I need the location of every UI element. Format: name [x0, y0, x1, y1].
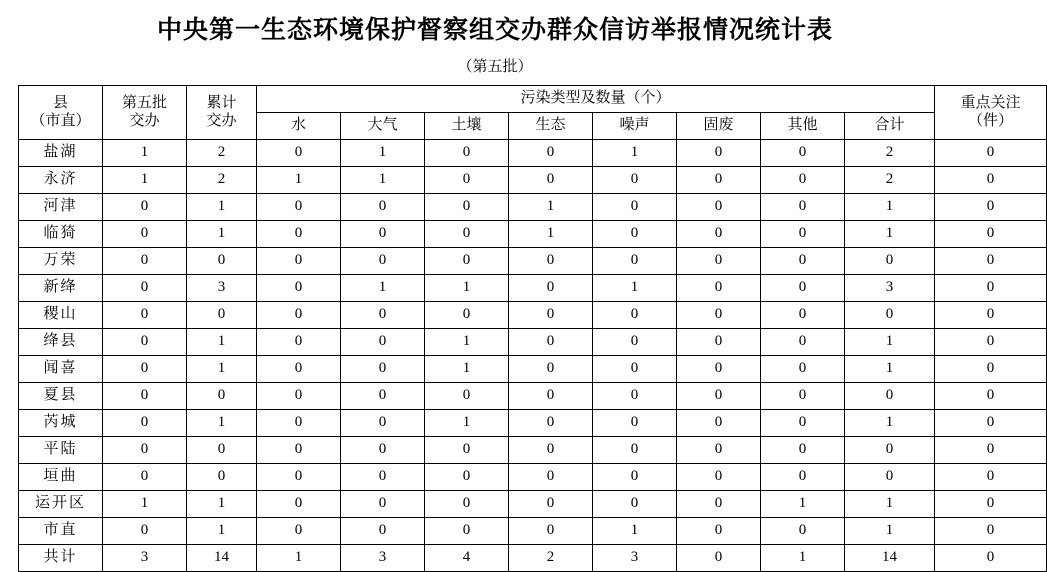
- cell-other: 0: [761, 356, 845, 383]
- cell-cumulative: 1: [187, 329, 257, 356]
- cell-county: 盐湖: [19, 140, 103, 167]
- cell-batch: 0: [103, 437, 187, 464]
- cell-focus: 0: [935, 356, 1047, 383]
- cell-water: 0: [257, 302, 341, 329]
- cell-air: 0: [341, 383, 425, 410]
- cell-water: 0: [257, 383, 341, 410]
- cell-batch: 0: [103, 329, 187, 356]
- cell-sum: 2: [845, 140, 935, 167]
- header-batch-line1: 第五批: [121, 95, 167, 112]
- header-county-line2: （市直）: [30, 112, 91, 129]
- cell-batch: 0: [103, 356, 187, 383]
- table-row: [19, 248, 1047, 275]
- cell-solid: 0: [677, 545, 761, 572]
- cell-sum: 0: [845, 437, 935, 464]
- cell-air: 0: [341, 464, 425, 491]
- cell-cumulative: 3: [187, 275, 257, 302]
- cell-sum: 0: [845, 383, 935, 410]
- cell-soil: 0: [425, 140, 509, 167]
- cell-focus: 0: [935, 221, 1047, 248]
- cell-sum: 1: [845, 410, 935, 437]
- cell-cumulative: 0: [187, 437, 257, 464]
- header-row-group: [19, 86, 1047, 113]
- cell-eco: 0: [509, 140, 593, 167]
- cell-cumulative: 1: [187, 410, 257, 437]
- cell-solid: 0: [677, 221, 761, 248]
- cell-eco: 0: [509, 275, 593, 302]
- header-pollution-solid: 固废: [677, 113, 761, 140]
- cell-soil: 0: [425, 383, 509, 410]
- table-row: [19, 356, 1047, 383]
- cell-sum: 1: [845, 221, 935, 248]
- cell-air: 0: [341, 221, 425, 248]
- cell-air: 0: [341, 437, 425, 464]
- table-header: [19, 86, 1047, 140]
- document-page: [0, 10, 1021, 568]
- cell-county: 永济: [19, 167, 103, 194]
- cell-eco: 1: [509, 221, 593, 248]
- cell-focus: 0: [935, 437, 1047, 464]
- table-row: [19, 464, 1047, 491]
- table-row: [19, 194, 1047, 221]
- cell-county: 垣曲: [19, 464, 103, 491]
- cell-county: 临猗: [19, 221, 103, 248]
- cell-batch: 3: [103, 545, 187, 572]
- cell-noise: 1: [593, 275, 677, 302]
- table-row: [19, 518, 1047, 545]
- cell-soil: 1: [425, 275, 509, 302]
- cell-other: 0: [761, 329, 845, 356]
- header-pollution-water: 水: [257, 113, 341, 140]
- cell-county: 市直: [19, 518, 103, 545]
- header-pollution-sum: 合计: [845, 113, 935, 140]
- cell-noise: 0: [593, 464, 677, 491]
- cell-water: 0: [257, 464, 341, 491]
- cell-sum: 0: [845, 464, 935, 491]
- cell-soil: 0: [425, 437, 509, 464]
- cell-water: 0: [257, 437, 341, 464]
- table-row: [19, 329, 1047, 356]
- cell-water: 0: [257, 491, 341, 518]
- cell-other: 0: [761, 221, 845, 248]
- cell-water: 0: [257, 518, 341, 545]
- cell-soil: 0: [425, 518, 509, 545]
- cell-batch: 0: [103, 518, 187, 545]
- cell-solid: 0: [677, 518, 761, 545]
- cell-soil: 0: [425, 167, 509, 194]
- cell-focus: 0: [935, 545, 1047, 572]
- cell-air: 1: [341, 275, 425, 302]
- cell-other: 0: [761, 140, 845, 167]
- cell-air: 0: [341, 194, 425, 221]
- cell-county: 闻喜: [19, 356, 103, 383]
- cell-noise: 0: [593, 329, 677, 356]
- cell-cumulative: 0: [187, 248, 257, 275]
- cell-water: 1: [257, 545, 341, 572]
- cell-water: 0: [257, 221, 341, 248]
- cell-noise: 1: [593, 140, 677, 167]
- cell-air: 1: [341, 167, 425, 194]
- table-row: [19, 383, 1047, 410]
- cell-solid: 0: [677, 410, 761, 437]
- cell-cumulative: 2: [187, 167, 257, 194]
- cell-air: 0: [341, 410, 425, 437]
- header-pollution-air: 大气: [341, 113, 425, 140]
- cell-other: 0: [761, 410, 845, 437]
- cell-other: 1: [761, 545, 845, 572]
- cell-other: 0: [761, 518, 845, 545]
- cell-focus: 0: [935, 302, 1047, 329]
- cell-cumulative: 1: [187, 194, 257, 221]
- header-pollution-eco: 生态: [509, 113, 593, 140]
- cell-sum: 2: [845, 167, 935, 194]
- cell-water: 0: [257, 410, 341, 437]
- cell-batch: 1: [103, 491, 187, 518]
- cell-batch: 0: [103, 275, 187, 302]
- cell-solid: 0: [677, 491, 761, 518]
- cell-noise: 0: [593, 437, 677, 464]
- header-county-line1: 县: [52, 95, 68, 112]
- cell-eco: 0: [509, 464, 593, 491]
- cell-eco: 0: [509, 356, 593, 383]
- cell-air: 1: [341, 140, 425, 167]
- cell-solid: 0: [677, 275, 761, 302]
- cell-eco: 0: [509, 437, 593, 464]
- cell-sum: 14: [845, 545, 935, 572]
- cell-eco: 0: [509, 329, 593, 356]
- cell-solid: 0: [677, 302, 761, 329]
- header-pollution-noise: 噪声: [593, 113, 677, 140]
- cell-focus: 0: [935, 275, 1047, 302]
- cell-cumulative: 0: [187, 464, 257, 491]
- cell-focus: 0: [935, 491, 1047, 518]
- cell-eco: 2: [509, 545, 593, 572]
- cell-county: 运开区: [19, 491, 103, 518]
- cell-water: 0: [257, 356, 341, 383]
- cell-eco: 0: [509, 302, 593, 329]
- cell-other: 1: [761, 491, 845, 518]
- cell-soil: 4: [425, 545, 509, 572]
- header-cumulative: [187, 86, 257, 140]
- cell-batch: 0: [103, 248, 187, 275]
- cell-noise: 0: [593, 194, 677, 221]
- cell-batch: 1: [103, 167, 187, 194]
- cell-cumulative: 0: [187, 302, 257, 329]
- cell-sum: 0: [845, 302, 935, 329]
- table-row: [19, 221, 1047, 248]
- cell-county: 新绛: [19, 275, 103, 302]
- cell-solid: 0: [677, 167, 761, 194]
- cell-county: 夏县: [19, 383, 103, 410]
- table-row: [19, 437, 1047, 464]
- cell-water: 0: [257, 248, 341, 275]
- cell-batch: 0: [103, 383, 187, 410]
- cell-soil: 1: [425, 410, 509, 437]
- cell-cumulative: 2: [187, 140, 257, 167]
- cell-noise: 1: [593, 518, 677, 545]
- table-row: [19, 410, 1047, 437]
- cell-sum: 1: [845, 491, 935, 518]
- cell-focus: 0: [935, 383, 1047, 410]
- cell-noise: 0: [593, 356, 677, 383]
- cell-focus: 0: [935, 140, 1047, 167]
- cell-eco: 0: [509, 248, 593, 275]
- cell-cumulative: 0: [187, 383, 257, 410]
- cell-eco: 0: [509, 491, 593, 518]
- table-container: [0, 85, 1021, 572]
- cell-soil: 0: [425, 248, 509, 275]
- table-row: [19, 275, 1047, 302]
- cell-other: 0: [761, 194, 845, 221]
- header-pollution-group: 污染类型及数量（个）: [257, 86, 935, 113]
- cell-focus: 0: [935, 194, 1047, 221]
- cell-noise: 0: [593, 491, 677, 518]
- cell-batch: 0: [103, 194, 187, 221]
- cell-noise: 0: [593, 302, 677, 329]
- cell-water: 0: [257, 140, 341, 167]
- cell-soil: 0: [425, 194, 509, 221]
- cell-focus: 0: [935, 329, 1047, 356]
- table-row: [19, 140, 1047, 167]
- cell-other: 0: [761, 383, 845, 410]
- cell-batch: 1: [103, 140, 187, 167]
- cell-cumulative: 1: [187, 518, 257, 545]
- cell-other: 0: [761, 167, 845, 194]
- cell-air: 0: [341, 302, 425, 329]
- cell-sum: 1: [845, 329, 935, 356]
- cell-county: 绛县: [19, 329, 103, 356]
- table-row: [19, 167, 1047, 194]
- cell-focus: 0: [935, 410, 1047, 437]
- cell-sum: 1: [845, 518, 935, 545]
- cell-soil: 1: [425, 329, 509, 356]
- cell-air: 0: [341, 491, 425, 518]
- cell-eco: 0: [509, 383, 593, 410]
- cell-cumulative: 1: [187, 491, 257, 518]
- header-county: [19, 86, 103, 140]
- cell-noise: 0: [593, 248, 677, 275]
- cell-eco: 0: [509, 167, 593, 194]
- cell-noise: 0: [593, 221, 677, 248]
- cell-air: 0: [341, 329, 425, 356]
- cell-air: 0: [341, 518, 425, 545]
- cell-air: 0: [341, 248, 425, 275]
- cell-water: 0: [257, 194, 341, 221]
- cell-county: 平陆: [19, 437, 103, 464]
- header-pollution-soil: 土壤: [425, 113, 509, 140]
- cell-soil: 0: [425, 221, 509, 248]
- cell-county: 万荣: [19, 248, 103, 275]
- cell-county: 共计: [19, 545, 103, 572]
- cell-water: 0: [257, 329, 341, 356]
- cell-other: 0: [761, 437, 845, 464]
- cell-water: 0: [257, 275, 341, 302]
- header-batch: [103, 86, 187, 140]
- cell-soil: 0: [425, 464, 509, 491]
- header-pollution-other: 其他: [761, 113, 845, 140]
- cell-soil: 1: [425, 356, 509, 383]
- cell-eco: 1: [509, 194, 593, 221]
- cell-cumulative: 1: [187, 356, 257, 383]
- cell-solid: 0: [677, 248, 761, 275]
- cell-noise: 0: [593, 410, 677, 437]
- page-title: 中央第一生态环境保护督察组交办群众信访举报情况统计表: [156, 15, 833, 44]
- header-focus: [935, 86, 1047, 140]
- page-subtitle: （第五批）: [457, 57, 533, 75]
- header-cumulative-line2: 交办: [206, 112, 237, 129]
- cell-soil: 0: [425, 302, 509, 329]
- cell-water: 1: [257, 167, 341, 194]
- cell-focus: 0: [935, 248, 1047, 275]
- cell-focus: 0: [935, 167, 1047, 194]
- cell-sum: 3: [845, 275, 935, 302]
- cell-other: 0: [761, 464, 845, 491]
- cell-sum: 1: [845, 194, 935, 221]
- cell-soil: 0: [425, 491, 509, 518]
- cell-eco: 0: [509, 410, 593, 437]
- header-cumulative-line1: 累计: [206, 95, 237, 112]
- cell-other: 0: [761, 302, 845, 329]
- header-focus-line2: （件）: [968, 112, 1014, 129]
- cell-solid: 0: [677, 194, 761, 221]
- cell-air: 0: [341, 356, 425, 383]
- cell-noise: 3: [593, 545, 677, 572]
- cell-solid: 0: [677, 140, 761, 167]
- cell-sum: 1: [845, 356, 935, 383]
- cell-cumulative: 14: [187, 545, 257, 572]
- cell-noise: 0: [593, 383, 677, 410]
- table-row: [19, 491, 1047, 518]
- cell-county: 稷山: [19, 302, 103, 329]
- cell-batch: 0: [103, 302, 187, 329]
- cell-solid: 0: [677, 464, 761, 491]
- cell-focus: 0: [935, 464, 1047, 491]
- cell-county: 芮城: [19, 410, 103, 437]
- cell-county: 河津: [19, 194, 103, 221]
- cell-focus: 0: [935, 518, 1047, 545]
- cell-sum: 0: [845, 248, 935, 275]
- cell-other: 0: [761, 248, 845, 275]
- cell-solid: 0: [677, 437, 761, 464]
- statistics-table: [18, 85, 1047, 572]
- cell-solid: 0: [677, 329, 761, 356]
- cell-batch: 0: [103, 464, 187, 491]
- cell-other: 0: [761, 275, 845, 302]
- cell-eco: 0: [509, 518, 593, 545]
- cell-solid: 0: [677, 356, 761, 383]
- cell-batch: 0: [103, 410, 187, 437]
- cell-noise: 0: [593, 167, 677, 194]
- table-row-total: [19, 545, 1047, 572]
- header-batch-line2: 交办: [129, 112, 160, 129]
- cell-batch: 0: [103, 221, 187, 248]
- table-row: [19, 302, 1047, 329]
- table-body: [19, 140, 1047, 572]
- header-focus-line1: 重点关注: [960, 95, 1021, 112]
- cell-solid: 0: [677, 383, 761, 410]
- cell-cumulative: 1: [187, 221, 257, 248]
- cell-air: 3: [341, 545, 425, 572]
